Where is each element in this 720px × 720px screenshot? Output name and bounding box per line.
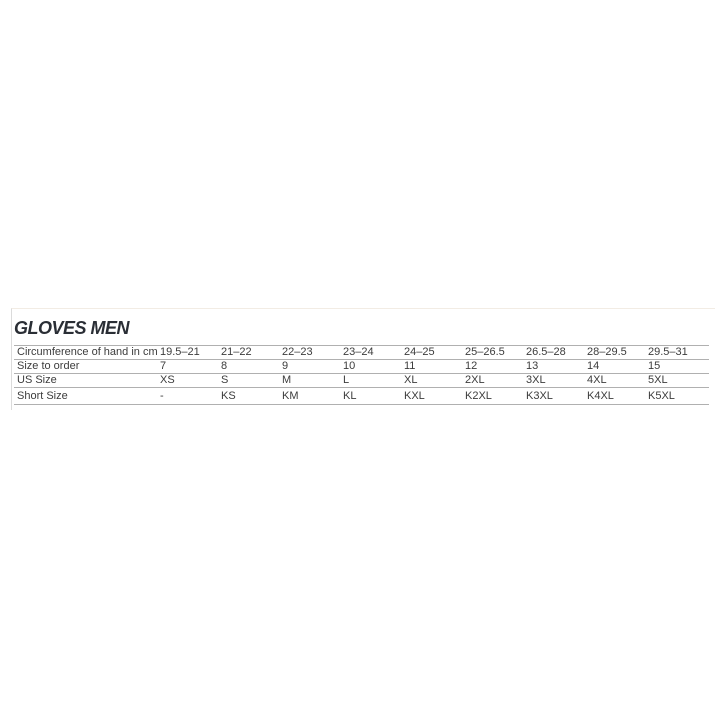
table-cell: 2XL	[465, 374, 526, 388]
table-cell: 28–29.5	[587, 346, 648, 360]
table-cell: 26.5–28	[526, 346, 587, 360]
table-cell: KM	[282, 388, 343, 405]
table-cell: 9	[282, 360, 343, 374]
table-cell: 24–25	[404, 346, 465, 360]
table-cell: 8	[221, 360, 282, 374]
table-cell: XL	[404, 374, 465, 388]
size-table-body	[14, 346, 709, 405]
table-cell: 11	[404, 360, 465, 374]
table-cell: M	[282, 374, 343, 388]
table-cell: KS	[221, 388, 282, 405]
row-label: Short Size	[14, 388, 160, 405]
size-table	[14, 345, 709, 405]
table-cell: K4XL	[587, 388, 648, 405]
table-row-us-size	[14, 374, 709, 388]
section-title: GLOVES MEN	[14, 318, 130, 338]
table-cell: K2XL	[465, 388, 526, 405]
table-cell: 5XL	[648, 374, 709, 388]
table-cell: 13	[526, 360, 587, 374]
table-cell: 29.5–31	[648, 346, 709, 360]
table-cell: KXL	[404, 388, 465, 405]
table-row-circumference	[14, 346, 709, 360]
table-cell: K3XL	[526, 388, 587, 405]
table-cell: 25–26.5	[465, 346, 526, 360]
row-label: Size to order	[14, 360, 160, 374]
row-label: Circumference of hand in cm	[14, 346, 160, 360]
table-cell: 23–24	[343, 346, 404, 360]
table-row-size-to-order	[14, 360, 709, 374]
table-cell: 10	[343, 360, 404, 374]
table-cell: KL	[343, 388, 404, 405]
table-cell: L	[343, 374, 404, 388]
table-cell: K5XL	[648, 388, 709, 405]
table-row-short-size	[14, 388, 709, 405]
table-cell: S	[221, 374, 282, 388]
table-cell: 12	[465, 360, 526, 374]
table-cell: 22–23	[282, 346, 343, 360]
table-cell: 19.5–21	[160, 346, 221, 360]
table-cell: 15	[648, 360, 709, 374]
table-cell: 21–22	[221, 346, 282, 360]
table-cell: -	[160, 388, 221, 405]
table-cell: XS	[160, 374, 221, 388]
table-cell: 14	[587, 360, 648, 374]
size-guide-panel	[11, 308, 715, 410]
table-cell: 7	[160, 360, 221, 374]
row-label: US Size	[14, 374, 160, 388]
table-cell: 4XL	[587, 374, 648, 388]
table-cell: 3XL	[526, 374, 587, 388]
